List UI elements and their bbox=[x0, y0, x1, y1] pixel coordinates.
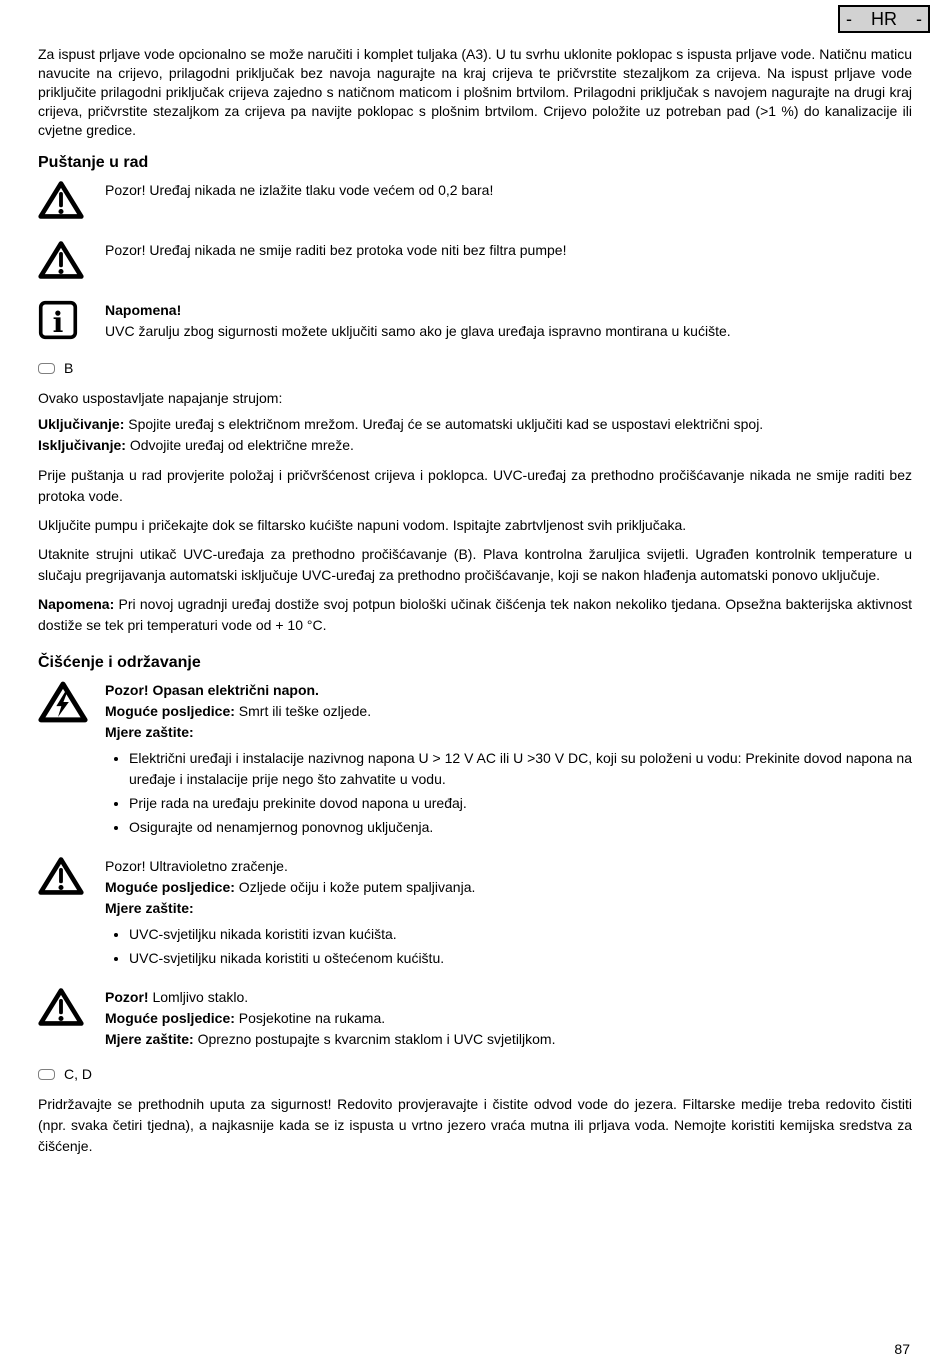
figure-reference-cd bbox=[38, 1064, 912, 1085]
figure-ref-label: C, D bbox=[64, 1066, 92, 1082]
electric-measures-list bbox=[105, 748, 912, 838]
measure-item: • Prije rada na uređaju prekinite dovod napona u uređaj. bbox=[129, 793, 912, 814]
consequences-label: Moguće posljedice: bbox=[105, 879, 235, 895]
info-icon-col bbox=[38, 299, 105, 342]
switch-on-line bbox=[38, 414, 912, 435]
power-intro: Ovako uspostavljate napajanje strujom: bbox=[38, 390, 283, 406]
consequences-text: Posjekotine na rukama. bbox=[234, 1010, 386, 1026]
startup-note-2 bbox=[38, 594, 912, 636]
uv-icon-col bbox=[38, 855, 105, 978]
warning-waterflow bbox=[38, 239, 912, 291]
measures-label: Mjere zaštite: bbox=[105, 900, 194, 916]
startup-paragraph-1: Prije puštanja u rad provjerite položaj i pričvršćenost crijeva i poklopca. UVC-uređaj za prethodno pročišćavanje nikada ne smije raditi bez protoka vode. bbox=[38, 467, 912, 504]
warning-glass-block bbox=[38, 986, 912, 1050]
warning-uv-block bbox=[38, 855, 912, 978]
figure-ref-box-icon bbox=[38, 363, 55, 374]
closing-paragraph: Pridržavajte se prethodnih uputa za sigurnost! Redovito provjeravajte i čistite odvod vode do jezera. Filtarske medije treba redovito čistiti (npr. svaka četiri tjedna), a najkasnije kada se iz ispusta u vrtno jezero vraća mutna ili prljava voda. Nemojte koristiti kemijska sredstva za čišćenje. bbox=[38, 1096, 912, 1154]
note-text: UVC žarulju zbog sigurnosti možete uključiti samo ako je glava uređaja ispravno montirana u kućište. bbox=[105, 323, 731, 339]
high-voltage-warning-icon bbox=[38, 680, 88, 724]
warning-pressure bbox=[38, 179, 912, 231]
warning-glass-consequences bbox=[105, 1008, 912, 1029]
warning-uv-title: Pozor! Ultravioletno zračenje. bbox=[105, 858, 288, 874]
warning-icon-col bbox=[38, 239, 105, 291]
glass-title-text: Lomljivo staklo. bbox=[148, 989, 249, 1005]
page-number: 87 bbox=[894, 1341, 910, 1357]
svg-text:i: i bbox=[52, 305, 64, 339]
warning-glass-measures bbox=[105, 1029, 912, 1050]
note-title: Napomena! bbox=[105, 302, 182, 318]
warning-glass-title bbox=[105, 987, 912, 1008]
glass-icon-col bbox=[38, 986, 105, 1050]
pozor-label: Pozor! bbox=[105, 989, 149, 1005]
intro-paragraph: Za ispust prljave vode opcionalno se može naručiti i komplet tuljaka (A3). U tu svrhu uklonite poklopac s ispusta prljave vode. Natičnu maticu navucite na crijevo, prilagodni priključak bez navoja nagurajte na kraj crijeva te pričvrstite stezaljkom za crijeva. Na ispust prljave vode priključite prilagodni priključak crijeva zajedno s natičnom maticom i plošnim brtvilom. Prilagodni priključak s navojem nagurajte na drugi kraj crijeva, pričvrstite stezaljkom za crijeva pa navijte poklopac s plošnim brtvilom. Crijevo položite uz potreban pad (>1 %) do kanalizacije ili cvjetne gredice. bbox=[38, 46, 912, 138]
warning-electric-body bbox=[105, 679, 912, 847]
electric-icon-col bbox=[38, 679, 105, 847]
measure-item: • UVC-svjetiljku nikada koristiti u oštećenom kućištu. bbox=[129, 948, 912, 969]
switch-on-label: Uključivanje: bbox=[38, 416, 125, 432]
figure-reference-b bbox=[38, 358, 912, 379]
measure-item: • Osigurajte od nenamjernog ponovnog uključenja. bbox=[129, 817, 912, 838]
warning-waterflow-text: Pozor! Uređaj nikada ne smije raditi bez protoka vode niti bez filtra pumpe! bbox=[105, 242, 567, 258]
language-badge: - HR - bbox=[838, 5, 930, 33]
warning-pressure-text: Pozor! Uređaj nikada ne izlažite tlaku vode većem od 0,2 bara! bbox=[105, 182, 494, 198]
consequences-text: Ozljede očiju i kože putem spaljivanja. bbox=[234, 879, 476, 895]
note-block bbox=[38, 299, 912, 342]
consequences-label: Moguće posljedice: bbox=[105, 1010, 235, 1026]
startup-paragraph-2: Uključite pumpu i pričekajte dok se filtarsko kućište napuni vodom. Ispitajte zabrtvljenost svih priključaka. bbox=[38, 517, 687, 533]
figure-ref-label: B bbox=[64, 360, 74, 376]
warning-electric-consequences bbox=[105, 701, 912, 722]
switch-off-label: Isključivanje: bbox=[38, 437, 126, 453]
warning-triangle-icon bbox=[38, 987, 84, 1027]
warning-electric-block bbox=[38, 679, 912, 847]
warning-icon-col bbox=[38, 179, 105, 231]
section-title-startup: Puštanje u rad bbox=[38, 154, 149, 171]
measure-item: • UVC-svjetiljku nikada koristiti izvan kućišta. bbox=[129, 924, 912, 945]
info-icon bbox=[38, 300, 78, 340]
measures-label: Mjere zaštite: bbox=[105, 724, 194, 740]
consequences-text: Smrt ili teške ozljede. bbox=[234, 703, 372, 719]
warning-electric-title: Pozor! Opasan električni napon. bbox=[105, 682, 319, 698]
measure-item: • Električni uređaji i instalacije nazivnog napona U > 12 V AC ili U >30 V DC, koji su položeni u vodu: Prekinite dovod napona na uređaje i instalacije prije nego što zahvatite u vodu. bbox=[129, 748, 912, 790]
warning-uv-consequences bbox=[105, 877, 912, 898]
warning-uv-body bbox=[105, 855, 912, 978]
warning-glass-body bbox=[105, 986, 912, 1050]
section-title-maintenance: Čišćenje i održavanje bbox=[38, 654, 201, 671]
note-body bbox=[105, 299, 912, 342]
warning-triangle-icon bbox=[38, 180, 84, 220]
note2-text: Pri novoj ugradnji uređaj dostiže svoj potpun biološki učinak čišćenja tek nakon nekoliko tjedana. Opsežna bakterijska aktivnost dostiže se tek pri temperaturi vode od + 10 °C. bbox=[38, 596, 912, 633]
switch-off-text: Odvojite uređaj od električne mreže. bbox=[125, 437, 354, 453]
figure-ref-box-icon bbox=[38, 1069, 55, 1080]
measures-text: Oprezno postupajte s kvarcnim staklom i UVC svjetiljkom. bbox=[193, 1031, 556, 1047]
uv-measures-list bbox=[105, 924, 912, 969]
power-onoff-block bbox=[38, 414, 912, 456]
consequences-label: Moguće posljedice: bbox=[105, 703, 235, 719]
switch-on-text: Spojite uređaj s električnom mrežom. Uređaj će se automatski uključiti kad se uspostavi električni spoj. bbox=[124, 416, 764, 432]
startup-paragraph-3: Utaknite strujni utikač UVC-uređaja za prethodno pročišćavanje (B). Plava kontrolna žaruljica svijetli. Ugrađen kontrolnik temperature u slučaju pregrijavanja automatski isključuje UVC-uređaj za prethodno pročišćavanje, koji se nakon hlađenja automatski ponovo uključuje. bbox=[38, 546, 912, 583]
switch-off-line bbox=[38, 435, 912, 456]
note2-label: Napomena: bbox=[38, 596, 115, 612]
measures-label: Mjere zaštite: bbox=[105, 1031, 194, 1047]
warning-triangle-icon bbox=[38, 240, 84, 280]
warning-triangle-icon bbox=[38, 856, 84, 896]
